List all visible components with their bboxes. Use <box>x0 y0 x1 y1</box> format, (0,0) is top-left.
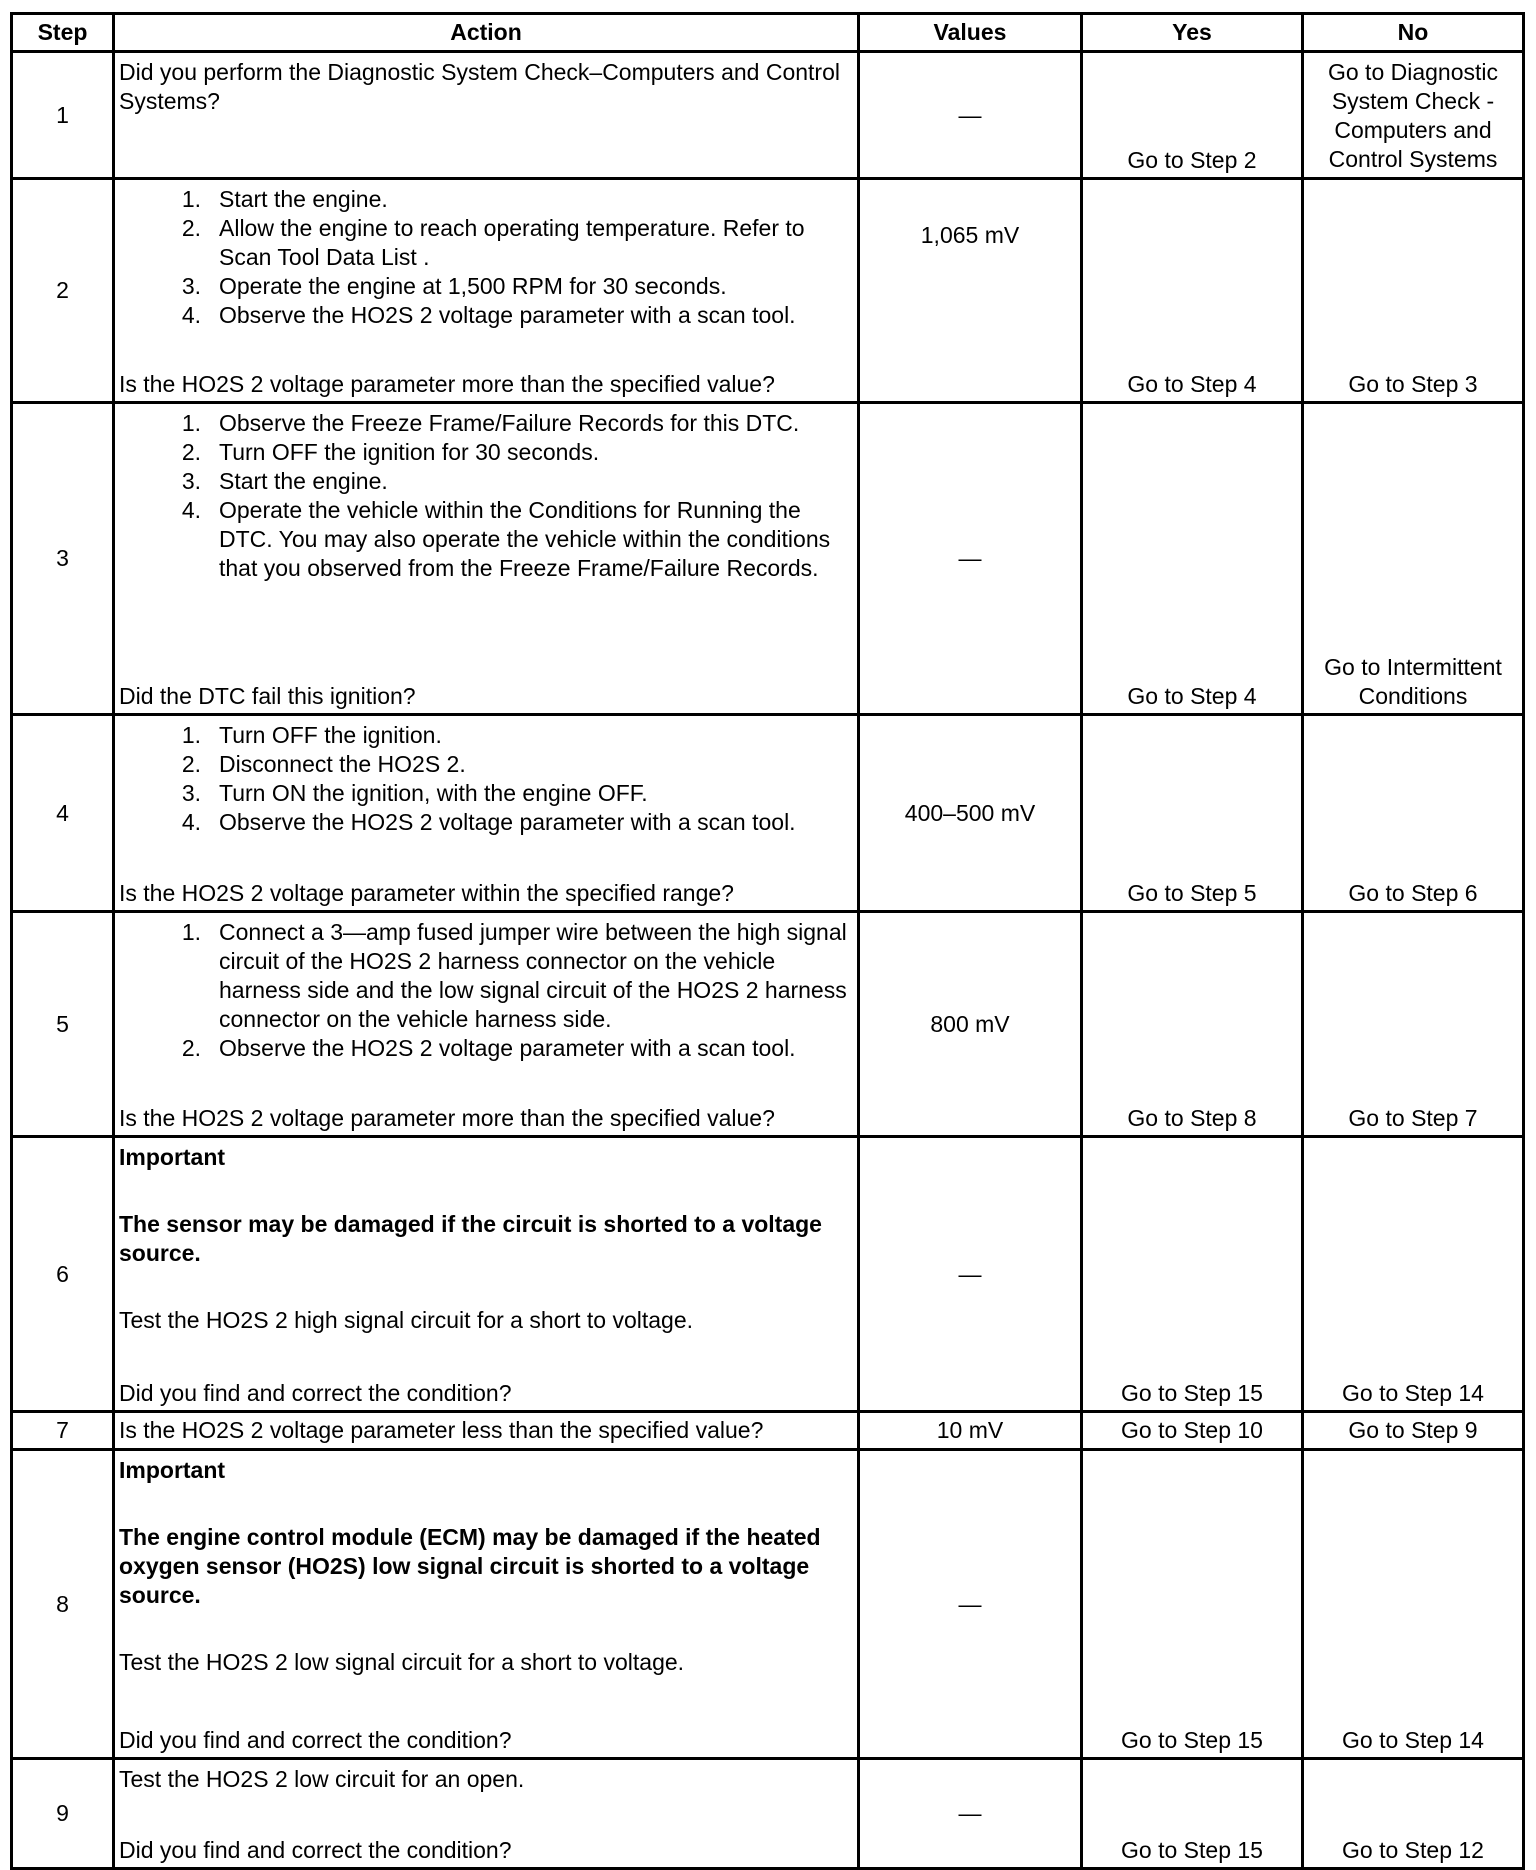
action-cell <box>114 1412 859 1450</box>
important-title: Important <box>119 1144 226 1170</box>
yes-cell <box>1082 912 1303 1137</box>
no-text: Go to Diagnostic System Check - Computers and Control Systems <box>1327 59 1499 172</box>
table-row <box>12 1137 1524 1412</box>
action-cell <box>114 715 859 912</box>
no-cell <box>1303 715 1524 912</box>
step-list <box>119 721 853 837</box>
question-text: Did the DTC fail this ignition? <box>119 683 416 709</box>
list-item: 2. Allow the engine to reach operating temperature. Refer to Scan Tool Data List . <box>181 215 805 270</box>
important-text: The sensor may be damaged if the circuit is shorted to a voltage source. <box>119 1211 822 1266</box>
action-cell <box>114 52 859 179</box>
value-cell: — <box>859 1759 1082 1869</box>
list-item: 3. Operate the engine at 1,500 RPM for 30 seconds. <box>181 273 727 299</box>
no-cell <box>1303 52 1524 179</box>
list-item: 2. Disconnect the HO2S 2. <box>181 751 466 777</box>
step-number: 4 <box>12 715 114 912</box>
yes-text: Go to Step 15 <box>1121 1727 1263 1753</box>
no-text: Go to Step 3 <box>1348 371 1478 397</box>
value-cell: — <box>859 52 1082 179</box>
no-cell <box>1303 403 1524 715</box>
no-cell <box>1303 1137 1524 1412</box>
yes-text: Go to Step 8 <box>1127 1105 1257 1131</box>
no-text: Go to Step 14 <box>1342 1727 1484 1753</box>
value-cell: 10 mV <box>859 1412 1082 1450</box>
table-row <box>12 1412 1524 1450</box>
action-cell <box>114 912 859 1137</box>
header-row <box>12 14 1524 52</box>
step-number: 2 <box>12 179 114 403</box>
list-item: 4. Observe the HO2S 2 voltage parameter with a scan tool. <box>181 809 796 835</box>
header-no: No <box>1303 14 1524 52</box>
value-cell: 800 mV <box>859 912 1082 1137</box>
no-text: Go to Step 7 <box>1348 1105 1478 1131</box>
table-row <box>12 1450 1524 1759</box>
no-text: Go to Step 14 <box>1342 1380 1484 1406</box>
value-cell: — <box>859 403 1082 715</box>
step-number: 1 <box>12 52 114 179</box>
value-cell: — <box>859 1450 1082 1759</box>
instruction-text: Test the HO2S 2 low signal circuit for a short to voltage. <box>119 1649 685 1675</box>
instruction-text: Test the HO2S 2 high signal circuit for a short to voltage. <box>119 1307 694 1333</box>
yes-text: Go to Step 15 <box>1121 1380 1263 1406</box>
no-text: Go to Step 6 <box>1348 880 1478 906</box>
table-row <box>12 179 1524 403</box>
question-text: Did you find and correct the condition? <box>119 1380 512 1406</box>
yes-cell <box>1082 1137 1303 1412</box>
action-cell <box>114 1450 859 1759</box>
question-text: Is the HO2S 2 voltage parameter more than the specified value? <box>119 371 775 397</box>
step-list <box>119 409 853 583</box>
list-item: 1. Connect a 3—amp fused jumper wire between the high signal circuit of the HO2S 2 harness connector on the vehicle harness side and the low signal circuit of the HO2S 2 harness connector on the vehicle harness side. <box>181 919 847 1032</box>
yes-text: Go to Step 2 <box>1127 147 1257 173</box>
step-number: 8 <box>12 1450 114 1759</box>
no-text: Go to Step 12 <box>1342 1837 1484 1863</box>
action-text: Is the HO2S 2 voltage parameter less than the specified value? <box>119 1417 764 1443</box>
list-item: 4. Observe the HO2S 2 voltage parameter with a scan tool. <box>181 302 796 328</box>
step-number: 6 <box>12 1137 114 1412</box>
diagnostic-table <box>10 12 1525 1870</box>
list-item: 3. Turn ON the ignition, with the engine OFF. <box>181 780 648 806</box>
important-title: Important <box>119 1457 226 1483</box>
action-cell <box>114 403 859 715</box>
yes-cell: Go to Step 10 <box>1082 1412 1303 1450</box>
list-item: 2. Observe the HO2S 2 voltage parameter with a scan tool. <box>181 1035 796 1061</box>
no-cell <box>1303 179 1524 403</box>
table-row <box>12 52 1524 179</box>
important-text: The engine control module (ECM) may be damaged if the heated oxygen sensor (HO2S) low signal circuit is shorted to a voltage source. <box>119 1524 821 1608</box>
step-list <box>119 185 853 330</box>
step-number: 5 <box>12 912 114 1137</box>
table-row <box>12 1759 1524 1869</box>
header-yes: Yes <box>1082 14 1303 52</box>
header-values: Values <box>859 14 1082 52</box>
list-item: 4. Operate the vehicle within the Conditions for Running the DTC. You may also operate the vehicle within the conditions that you observed from the Freeze Frame/Failure Records. <box>181 497 831 581</box>
list-item: 1. Start the engine. <box>181 186 388 212</box>
header-step: Step <box>12 14 114 52</box>
yes-cell <box>1082 179 1303 403</box>
yes-text: Go to Step 4 <box>1127 683 1257 709</box>
yes-cell <box>1082 1450 1303 1759</box>
no-cell <box>1303 1450 1524 1759</box>
yes-cell <box>1082 52 1303 179</box>
action-cell <box>114 1137 859 1412</box>
value-cell: 1,065 mV <box>859 179 1082 403</box>
question-text: Is the HO2S 2 voltage parameter within the specified range? <box>119 880 734 906</box>
yes-cell <box>1082 403 1303 715</box>
list-item: 3. Start the engine. <box>181 468 388 494</box>
action-text: Did you perform the Diagnostic System Check–Computers and Control Systems? <box>119 59 840 114</box>
no-cell <box>1303 912 1524 1137</box>
yes-text: Go to Step 4 <box>1127 371 1257 397</box>
yes-cell <box>1082 1759 1303 1869</box>
step-number: 3 <box>12 403 114 715</box>
question-text: Did you find and correct the condition? <box>119 1837 512 1863</box>
table-row <box>12 403 1524 715</box>
question-text: Did you find and correct the condition? <box>119 1727 512 1753</box>
step-list <box>119 918 853 1063</box>
action-cell <box>114 1759 859 1869</box>
yes-text: Go to Step 5 <box>1127 880 1257 906</box>
value-cell: 400–500 mV <box>859 715 1082 912</box>
table-row <box>12 715 1524 912</box>
yes-text: Go to Step 15 <box>1121 1837 1263 1863</box>
no-cell: Go to Step 9 <box>1303 1412 1524 1450</box>
yes-cell <box>1082 715 1303 912</box>
header-action: Action <box>114 14 859 52</box>
step-number: 9 <box>12 1759 114 1869</box>
value-cell: — <box>859 1137 1082 1412</box>
instruction-text: Test the HO2S 2 low circuit for an open. <box>119 1766 525 1792</box>
question-text: Is the HO2S 2 voltage parameter more than the specified value? <box>119 1105 775 1131</box>
action-cell <box>114 179 859 403</box>
list-item: 2. Turn OFF the ignition for 30 seconds. <box>181 439 600 465</box>
no-cell <box>1303 1759 1524 1869</box>
step-number: 7 <box>12 1412 114 1450</box>
list-item: 1. Turn OFF the ignition. <box>181 722 442 748</box>
table-row <box>12 912 1524 1137</box>
no-text: Go to Intermittent Conditions <box>1324 654 1502 709</box>
list-item: 1. Observe the Freeze Frame/Failure Records for this DTC. <box>181 410 800 436</box>
